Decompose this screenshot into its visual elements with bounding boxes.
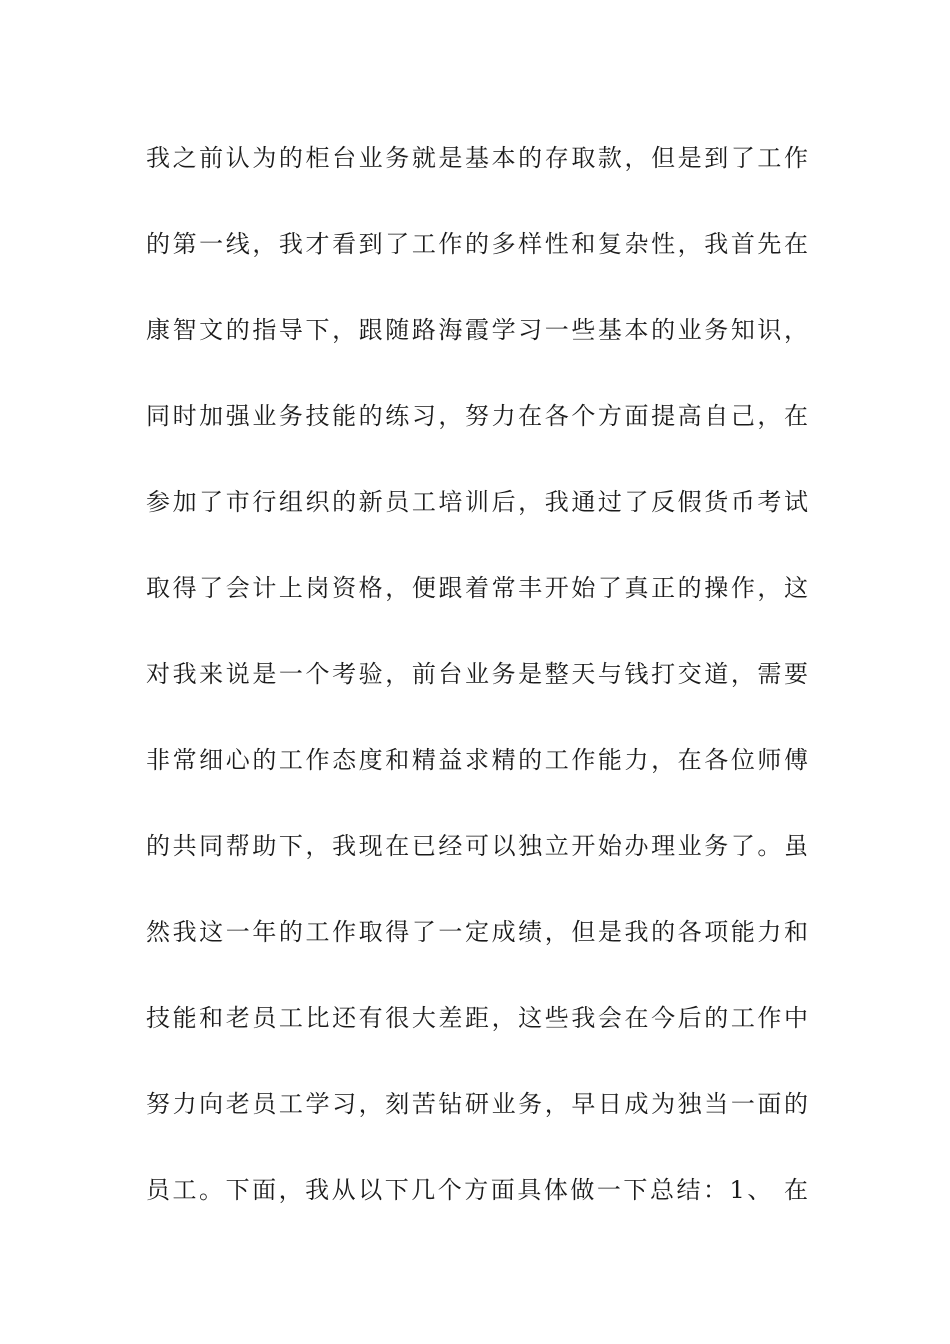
text-line: 取得了会计上岗资格，便跟着常丰开始了真正的操作，这 [146,574,808,602]
text-line: 努力向老员工学习，刻苦钻研业务，早日成为独当一面的 [146,1090,808,1118]
text-line: 然我这一年的工作取得了一定成绩，但是我的各项能力和 [146,918,808,946]
body-text [146,136,808,1254]
text-line: 我之前认为的柜台业务就是基本的存取款，但是到了工作 [146,144,808,172]
text-line: 对我来说是一个考验，前台业务是整天与钱打交道，需要 [146,660,808,688]
text-line: 康智文的指导下，跟随路海霞学习一些基本的业务知识， [146,316,808,344]
text-line: 的第一线，我才看到了工作的多样性和复杂性，我首先在 [146,230,808,258]
text-line: 同时加强业务技能的练习，努力在各个方面提高自己，在 [146,402,808,430]
text-line: 技能和老员工比还有很大差距，这些我会在今后的工作中 [146,1004,808,1032]
text-line: 非常细心的工作态度和精益求精的工作能力，在各位师傅 [146,746,808,774]
text-line: 员工。下面，我从以下几个方面具体做一下总结：1、 在 [146,1176,808,1204]
text-line: 的共同帮助下，我现在已经可以独立开始办理业务了。虽 [146,832,808,860]
text-line: 参加了市行组织的新员工培训后，我通过了反假货币考试 [146,488,808,516]
